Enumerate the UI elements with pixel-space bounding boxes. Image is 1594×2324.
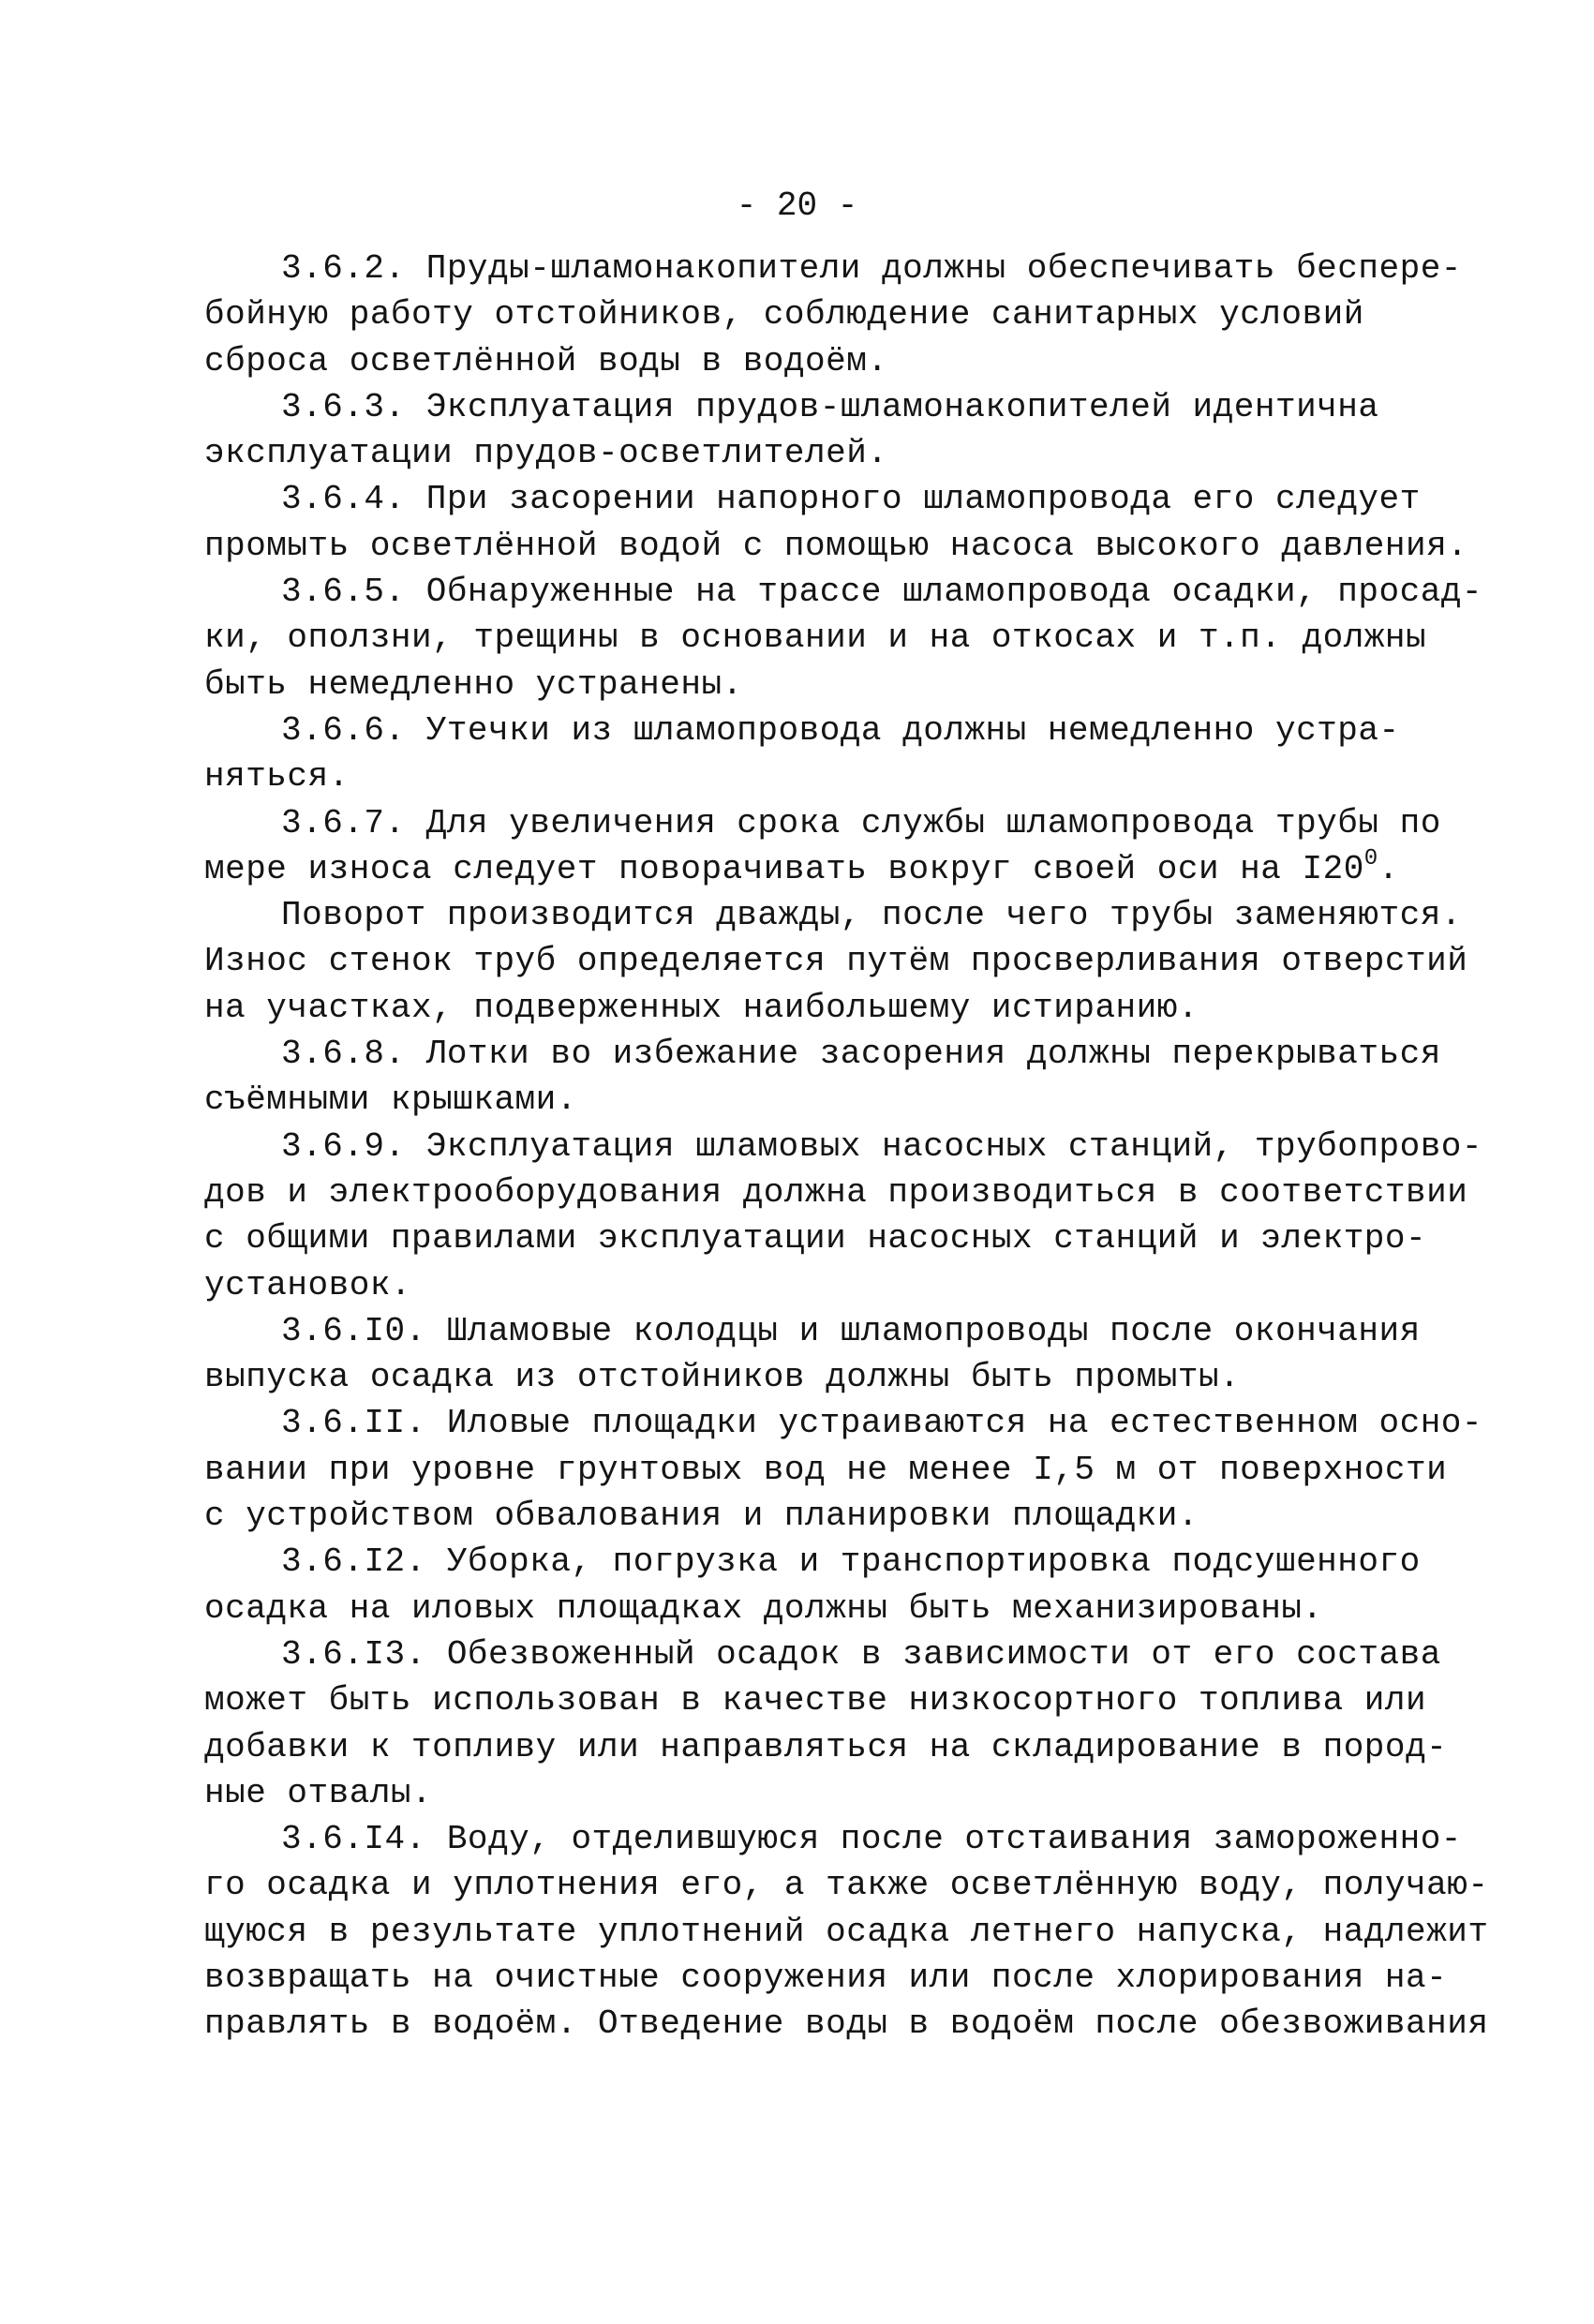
text-line-content: вании при уровне грунтовых вод не менее I,5 м от поверхности (204, 1450, 1448, 1489)
text-line (204, 338, 1413, 384)
text-line (204, 291, 1413, 337)
text-line-content: добавки к топливу или направляться на складирование в пород- (204, 1727, 1448, 1766)
text-line-content: 3.6.II. Иловые площадки устраиваются на естественном осно- (281, 1404, 1483, 1443)
text-line (204, 1124, 1483, 1169)
text-line (204, 2001, 1489, 2047)
text-line (204, 1262, 1413, 1308)
page-number: - 20 - (736, 186, 858, 225)
text-line-content: возвращать на очистные сооружения или после хлорирования на- (204, 1958, 1448, 1997)
text-line (204, 1909, 1489, 1955)
text-line (204, 1447, 1448, 1493)
text-line-content: быть немедленно устранены. (204, 664, 743, 704)
text-line (204, 1586, 1413, 1631)
text-line (204, 1354, 1413, 1400)
text-line (204, 246, 1462, 291)
text-line (204, 938, 1468, 984)
text-line (204, 1400, 1483, 1446)
text-line-content: 3.6.9. Эксплуатация шламовых насосных станций, трубопрово- (281, 1126, 1483, 1166)
text-line (204, 662, 1413, 708)
text-line-content: 3.6.8. Лотки во избежание засорения должны перекрываться (281, 1035, 1441, 1074)
text-line-content: 3.6.6. Утечки из шламопровода должны немедленно устра- (281, 710, 1400, 750)
text-line-tail: . (1378, 849, 1399, 888)
text-line-content: может быть использован в качестве низкосортного топлива или (204, 1681, 1427, 1721)
text-line-content: 3.6.I4. Воду, отделившуюся после отстаивания замороженно- (281, 1820, 1462, 1859)
degree-superscript: 0 (1363, 845, 1378, 872)
text-line (204, 1677, 1427, 1723)
text-line-content: эксплуатации прудов-осветлителей. (204, 434, 888, 473)
text-line-content: 3.6.I0. Шламовые колодцы и шламопроводы после окончания (281, 1311, 1421, 1350)
text-line-content: дов и электрооборудования должна производиться в соответствии (204, 1172, 1468, 1212)
text-line (204, 476, 1421, 522)
text-line-content: го осадка и уплотнения его, а также осветлённую воду, получаю- (204, 1866, 1489, 1905)
text-line-content: с общими правилами эксплуатации насосных станций и электро- (204, 1219, 1427, 1259)
text-line (204, 1816, 1462, 1862)
text-line-content: установок. (204, 1265, 412, 1304)
text-line-content: Износ стенок труб определяется путём просверливания отверстий (204, 942, 1468, 981)
text-line-content: бойную работу отстойников, соблюдение санитарных условий (204, 295, 1364, 335)
document-body (204, 246, 1489, 2048)
text-line-content: 3.6.I3. Обезвоженный осадок в зависимости от его состава (281, 1634, 1441, 1674)
text-line (204, 1862, 1489, 1908)
text-line (204, 1539, 1421, 1585)
text-line-content: 3.6.4. При засорении напорного шламопровода его следует (281, 480, 1421, 519)
text-line (204, 846, 1413, 892)
text-line (204, 753, 1413, 799)
text-line (204, 1215, 1427, 1261)
text-line (204, 1308, 1421, 1354)
text-line (204, 569, 1483, 615)
text-line (204, 1955, 1448, 2001)
text-line (204, 800, 1441, 846)
text-line-content: выпуска осадка из отстойников должны быть промыты. (204, 1358, 1241, 1397)
text-line-content: няться. (204, 757, 350, 797)
text-line (204, 384, 1413, 430)
text-line-content: осадка на иловых площадках должны быть механизированы. (204, 1588, 1323, 1628)
text-line (204, 985, 1413, 1031)
text-line-content: 3.6.2. Пруды-шламонакопители должны обеспечивать беспере- (281, 249, 1462, 288)
text-line-content: 3.6.7. Для увеличения срока службы шламопровода трубы по (281, 803, 1441, 842)
text-line-content: мере износа следует поворачивать вокруг своей оси на I20 (204, 849, 1364, 888)
text-line-content: с устройством обвалования и планировки площадки. (204, 1497, 1199, 1536)
text-line-content: 3.6.I2. Уборка, погрузка и транспортировка подсушенного (281, 1542, 1421, 1582)
text-line-content: промыть осветлённой водой с помощью насоса высокого давления. (204, 526, 1468, 565)
text-line-content: 3.6.3. Эксплуатация прудов-шламонакопителей идентична (281, 387, 1379, 426)
text-line (204, 1631, 1441, 1677)
text-line (204, 1724, 1448, 1770)
text-line (204, 1031, 1441, 1077)
text-line (204, 892, 1462, 938)
text-line (204, 708, 1413, 753)
text-line (204, 523, 1468, 569)
text-line (204, 1493, 1413, 1539)
text-line (204, 615, 1427, 661)
text-line (204, 1077, 1413, 1123)
text-line-content: ные отвалы. (204, 1773, 433, 1812)
text-line-content: щуюся в результате уплотнений осадка летнего напуска, надлежит (204, 1912, 1489, 1951)
text-line-content: съёмными крышками. (204, 1080, 577, 1120)
text-line-content: на участках, подверженных наибольшему истиранию. (204, 988, 1199, 1027)
text-line (204, 1169, 1468, 1215)
text-line-content: Поворот производится дважды, после чего трубы заменяются. (281, 896, 1462, 935)
text-line (204, 1770, 1413, 1816)
text-line (204, 430, 1413, 476)
text-line-content: ки, оползни, трещины в основании и на откосах и т.п. должны (204, 618, 1427, 658)
text-line-content: правлять в водоём. Отведение воды в водоём после обезвоживания (204, 2004, 1489, 2044)
text-line-content: сброса осветлённой воды в водоём. (204, 341, 888, 380)
text-line-content: 3.6.5. Обнаруженные на трассе шламопровода осадки, просад- (281, 573, 1483, 612)
